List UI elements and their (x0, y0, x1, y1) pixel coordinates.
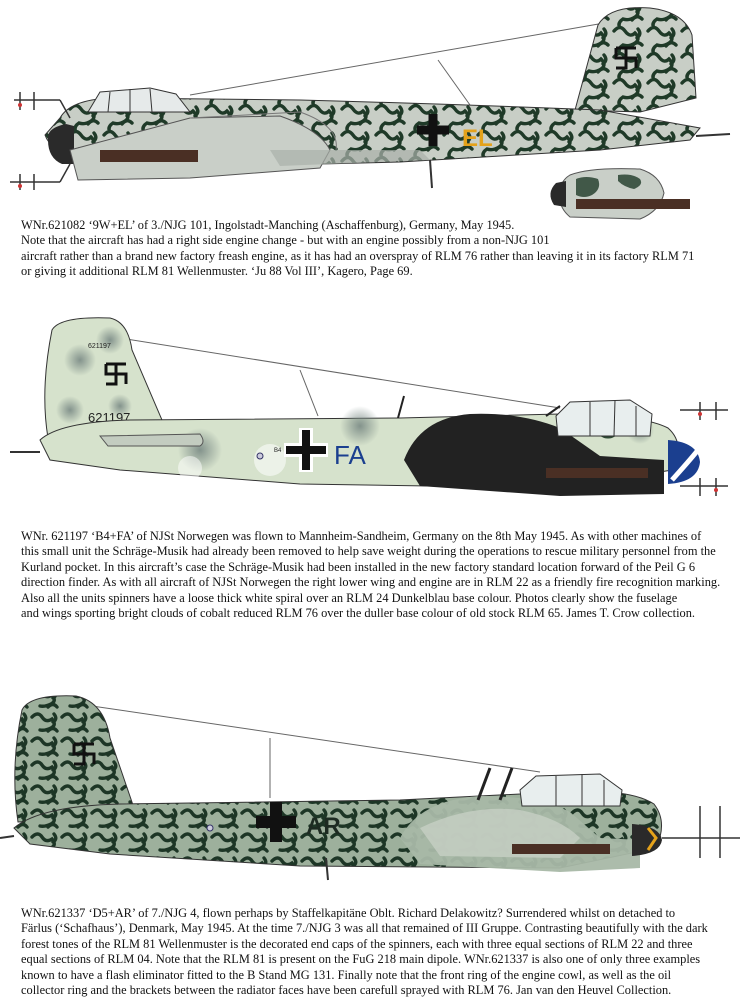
engine-detail-inset (540, 165, 700, 225)
caption-line: Färlus (‘Schafhaus’), Denmark, May 1945. At the time 7./NJG 3 was all that remained of III Gruppe. Contrasting beautifully with the dark (21, 921, 708, 936)
caption-line: Note that the aircraft has had a right side engine change - but with an engine possibly from a non-NJG 101 (21, 233, 550, 248)
caption-line: and wings sporting bright clouds of cobalt reduced RLM 76 over the duller base colour of old stock RLM 65. James T. Crow collection. (21, 606, 696, 621)
code-letters: AR (306, 813, 341, 840)
caption-line: WNr.621082 ‘9W+EL’ of 3./NJG 101, Ingolstadt-Manching (Aschaffenburg), Germany, May 1945. (21, 218, 515, 232)
small-code: B4 (274, 448, 282, 454)
caption-line: aircraft rather than a brand new factory freash engine, as it has had an overspray of RLM 76 rather than leaving it in its factory RLM 71 (21, 248, 695, 263)
code-letters: EL (462, 125, 493, 152)
caption-line: WNr. 621197 ‘B4+FA’ of NJSt Norwegen was flown to Mannheim-Sandheim, Germany on the 8th May 1945. As with other machines of (21, 529, 702, 543)
fin-number: 621197 (88, 343, 111, 350)
caption-profile-2 (21, 529, 720, 621)
caption-line: direction finder. As with all aircraft of NJSt Norwegen the right lower wing and engine are in RLM 22 as a friendly fire recognition marking. (21, 575, 721, 590)
aircraft-profile-2 (0, 310, 748, 510)
caption-profile-3 (21, 906, 708, 998)
caption-profile-1 (21, 218, 694, 280)
caption-line: or giving it additional RLM 81 Wellenmuster. ‘Ju 88 Vol III’, Kagero, Page 69. (21, 264, 413, 279)
tail-number: 621197 (88, 410, 131, 425)
caption-line: collector ring and the brackets between the radiator faces have been carefull sprayed with RLM 76. Jan van den Heuvel Collection. (21, 983, 672, 998)
aircraft-profile-3 (0, 688, 748, 900)
aircraft-profile-1 (0, 0, 748, 210)
caption-line: Kurland pocket. In this aircraft’s case the Schräge-Musik had been installed in the new factory standard location forward of the Peil G 6 (21, 559, 696, 574)
caption-line: known to have a flash eliminator fitted to the B Stand MG 131. Finally note that the front ring of the engine cowl, as well as the oil (21, 967, 672, 982)
aircraft-profile-3-illustration (0, 688, 748, 900)
aircraft-profile-2-illustration (0, 310, 748, 510)
caption-line: equal sections of RLM 04. Note that the RLM 81 is present on the FuG 218 main dipole. WNr.621337 is also one of only three examples (21, 952, 701, 967)
caption-line: Also all the units spinners have a loose thick white spiral over an RLM 24 Dunkelblau base colour. Photos clearly show the fuselage (21, 590, 678, 605)
caption-line: forest tones of the RLM 81 Wellenmuster is the decorated end caps of the spinners, each with three equal sections of RLM 22 and three (21, 936, 693, 951)
caption-line: WNr.621337 ‘D5+AR’ of 7./NJG 4, flown perhaps by Staffelkapitäne Oblt. Richard Delakowitz? Surrendered whilst on detached to (21, 906, 676, 920)
caption-line: this small unit the Schräge-Musik had already been removed to help save weight during the operations to rescue military personnel from the (21, 544, 716, 559)
code-letters: FA (334, 440, 366, 470)
